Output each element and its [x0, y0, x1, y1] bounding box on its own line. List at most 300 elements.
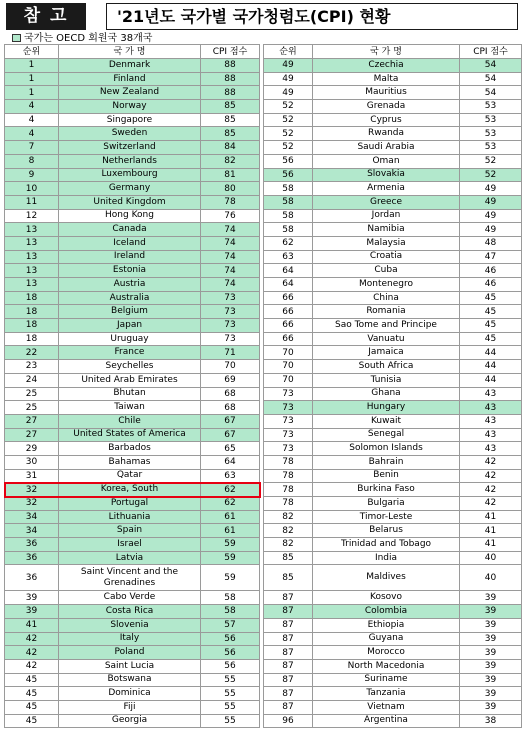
rank-cell: 64: [264, 278, 313, 292]
score-cell: 82: [201, 154, 260, 168]
table-row: [5, 264, 260, 278]
score-cell: 73: [201, 291, 260, 305]
table-row: [5, 414, 260, 428]
cpi-table-right: [263, 44, 522, 728]
table-row: [264, 455, 522, 469]
table-row: [264, 278, 522, 292]
table-row: [264, 387, 522, 401]
score-cell: 45: [460, 319, 522, 333]
score-cell: 53: [460, 100, 522, 114]
score-cell: 88: [201, 86, 260, 100]
rank-cell: 7: [5, 141, 59, 155]
rank-cell: 70: [264, 360, 313, 374]
rank-cell: 87: [264, 591, 313, 605]
table-row: [264, 250, 522, 264]
score-cell: 61: [201, 510, 260, 524]
reference-badge: 참 고: [6, 3, 86, 30]
table-row: [5, 497, 260, 511]
country-cell: Estonia: [59, 264, 201, 278]
score-cell: 56: [201, 646, 260, 660]
rank-cell: 58: [264, 209, 313, 223]
country-cell: Canada: [59, 223, 201, 237]
score-cell: 62: [201, 483, 260, 497]
country-cell: Suriname: [313, 673, 460, 687]
rank-cell: 13: [5, 264, 59, 278]
score-cell: 54: [460, 59, 522, 73]
rank-cell: 42: [5, 632, 59, 646]
score-cell: 58: [201, 605, 260, 619]
rank-cell: 8: [5, 154, 59, 168]
rank-cell: 87: [264, 618, 313, 632]
country-cell: Czechia: [313, 59, 460, 73]
score-cell: 71: [201, 346, 260, 360]
rank-cell: 52: [264, 113, 313, 127]
rank-cell: 87: [264, 700, 313, 714]
score-cell: 58: [201, 591, 260, 605]
rank-cell: 18: [5, 319, 59, 333]
score-cell: 68: [201, 401, 260, 415]
table-row: [264, 86, 522, 100]
score-cell: 47: [460, 250, 522, 264]
table-row: [5, 141, 260, 155]
country-cell: Italy: [59, 632, 201, 646]
score-cell: 45: [460, 291, 522, 305]
country-cell: Cuba: [313, 264, 460, 278]
score-cell: 43: [460, 401, 522, 415]
table-row: [5, 72, 260, 86]
rank-cell: 66: [264, 319, 313, 333]
country-cell: Belgium: [59, 305, 201, 319]
country-cell: Timor-Leste: [313, 510, 460, 524]
table-row: [5, 332, 260, 346]
table-row: [264, 127, 522, 141]
table-row: [264, 646, 522, 660]
country-cell: Hong Kong: [59, 209, 201, 223]
table-row: [264, 100, 522, 114]
score-cell: 53: [460, 141, 522, 155]
table-row: [5, 591, 260, 605]
table-row: [264, 551, 522, 565]
table-row: [5, 659, 260, 673]
rank-cell: 22: [5, 346, 59, 360]
country-cell: India: [313, 551, 460, 565]
table-row: [264, 700, 522, 714]
table-row: [264, 113, 522, 127]
country-cell: Barbados: [59, 442, 201, 456]
country-cell: Jamaica: [313, 346, 460, 360]
score-cell: 78: [201, 195, 260, 209]
rank-cell: 29: [5, 442, 59, 456]
rank-cell: 73: [264, 401, 313, 415]
rank-cell: 96: [264, 714, 313, 728]
country-cell: China: [313, 291, 460, 305]
rank-cell: 36: [5, 565, 59, 591]
rank-cell: 25: [5, 387, 59, 401]
country-cell: Kuwait: [313, 414, 460, 428]
table-header-row: [5, 45, 260, 59]
page-title: '21년도 국가별 국가청렴도(CPI) 현황: [106, 3, 518, 30]
table-row: [264, 291, 522, 305]
score-cell: 74: [201, 236, 260, 250]
country-cell: Poland: [59, 646, 201, 660]
score-cell: 48: [460, 236, 522, 250]
score-cell: 55: [201, 714, 260, 728]
rank-cell: 63: [264, 250, 313, 264]
table-row: [5, 524, 260, 538]
score-cell: 46: [460, 264, 522, 278]
table-row: [5, 565, 260, 591]
score-cell: 85: [201, 113, 260, 127]
score-cell: 41: [460, 524, 522, 538]
table-row: [264, 524, 522, 538]
rank-cell: 58: [264, 195, 313, 209]
score-cell: 70: [201, 360, 260, 374]
score-cell: 49: [460, 182, 522, 196]
score-cell: 44: [460, 346, 522, 360]
score-cell: 41: [460, 510, 522, 524]
country-cell: Guyana: [313, 632, 460, 646]
rank-cell: 23: [5, 360, 59, 374]
rank-cell: 49: [264, 59, 313, 73]
score-cell: 39: [460, 659, 522, 673]
score-cell: 41: [460, 538, 522, 552]
table-row: [264, 469, 522, 483]
score-cell: 59: [201, 565, 260, 591]
score-cell: 54: [460, 86, 522, 100]
table-row: [264, 401, 522, 415]
country-cell: Senegal: [313, 428, 460, 442]
country-cell: Romania: [313, 305, 460, 319]
score-cell: 59: [201, 538, 260, 552]
country-cell: Jordan: [313, 209, 460, 223]
table-row: [5, 236, 260, 250]
rank-cell: 56: [264, 154, 313, 168]
table-row: [5, 442, 260, 456]
table-row: [5, 291, 260, 305]
rank-cell: 9: [5, 168, 59, 182]
country-cell: Solomon Islands: [313, 442, 460, 456]
country-cell: Latvia: [59, 551, 201, 565]
country-cell: Bhutan: [59, 387, 201, 401]
score-cell: 40: [460, 551, 522, 565]
country-cell: Mauritius: [313, 86, 460, 100]
score-cell: 73: [201, 332, 260, 346]
country-cell: Chile: [59, 414, 201, 428]
rank-cell: 73: [264, 442, 313, 456]
score-cell: 39: [460, 605, 522, 619]
score-cell: 76: [201, 209, 260, 223]
table-row: [5, 387, 260, 401]
score-cell: 39: [460, 632, 522, 646]
rank-cell: 58: [264, 223, 313, 237]
rank-cell: 85: [264, 565, 313, 591]
header-score: CPI 점수: [201, 45, 260, 59]
table-row: [5, 86, 260, 100]
score-cell: 43: [460, 414, 522, 428]
country-cell: Iceland: [59, 236, 201, 250]
rank-cell: 4: [5, 127, 59, 141]
rank-cell: 42: [5, 659, 59, 673]
country-cell: Seychelles: [59, 360, 201, 374]
table-row: [5, 401, 260, 415]
rank-cell: 1: [5, 86, 59, 100]
country-cell: Vietnam: [313, 700, 460, 714]
table-row: [264, 714, 522, 728]
country-cell: Cabo Verde: [59, 591, 201, 605]
rank-cell: 34: [5, 524, 59, 538]
score-cell: 39: [460, 673, 522, 687]
table-row: [5, 714, 260, 728]
country-cell: Netherlands: [59, 154, 201, 168]
table-row: [264, 510, 522, 524]
country-cell: Grenada: [313, 100, 460, 114]
country-cell: Fiji: [59, 700, 201, 714]
table-row: [264, 346, 522, 360]
rank-cell: 78: [264, 469, 313, 483]
rank-cell: 64: [264, 264, 313, 278]
rank-cell: 45: [5, 714, 59, 728]
rank-cell: 82: [264, 510, 313, 524]
rank-cell: 87: [264, 605, 313, 619]
country-cell: Greece: [313, 195, 460, 209]
legend-text: 국가는 OECD 회원국 38개국: [24, 33, 153, 44]
table-row: [5, 209, 260, 223]
table-row: [264, 154, 522, 168]
score-cell: 56: [201, 659, 260, 673]
score-cell: 74: [201, 223, 260, 237]
rank-cell: 70: [264, 373, 313, 387]
table-row: [264, 236, 522, 250]
country-cell: Japan: [59, 319, 201, 333]
country-cell: Israel: [59, 538, 201, 552]
score-cell: 39: [460, 687, 522, 701]
rank-cell: 78: [264, 455, 313, 469]
rank-cell: 13: [5, 278, 59, 292]
rank-cell: 32: [5, 483, 59, 497]
country-cell: Denmark: [59, 59, 201, 73]
score-cell: 53: [460, 113, 522, 127]
rank-cell: 52: [264, 127, 313, 141]
rank-cell: 85: [264, 551, 313, 565]
country-cell: Luxembourg: [59, 168, 201, 182]
table-row: [5, 113, 260, 127]
table-row: [264, 305, 522, 319]
table-row: [264, 195, 522, 209]
score-cell: 74: [201, 278, 260, 292]
rank-cell: 42: [5, 646, 59, 660]
table-row: [264, 618, 522, 632]
country-cell: Tanzania: [313, 687, 460, 701]
score-cell: 38: [460, 714, 522, 728]
table-row: [264, 605, 522, 619]
country-cell: Maldives: [313, 565, 460, 591]
table-row: [5, 154, 260, 168]
table-row: [5, 538, 260, 552]
country-cell: Malta: [313, 72, 460, 86]
country-cell: Rwanda: [313, 127, 460, 141]
country-cell: Finland: [59, 72, 201, 86]
table-row: [264, 72, 522, 86]
rank-cell: 10: [5, 182, 59, 196]
legend: [12, 33, 152, 44]
score-cell: 61: [201, 524, 260, 538]
rank-cell: 66: [264, 291, 313, 305]
country-cell: United States of America: [59, 428, 201, 442]
score-cell: 59: [201, 551, 260, 565]
table-row: [264, 319, 522, 333]
score-cell: 88: [201, 72, 260, 86]
table-row: [5, 632, 260, 646]
score-cell: 40: [460, 565, 522, 591]
rank-cell: 49: [264, 72, 313, 86]
table-row: [5, 223, 260, 237]
rank-cell: 73: [264, 414, 313, 428]
country-cell: Hungary: [313, 401, 460, 415]
table-row: [264, 373, 522, 387]
score-cell: 55: [201, 673, 260, 687]
score-cell: 74: [201, 250, 260, 264]
table-row: [264, 59, 522, 73]
table-row: [5, 483, 260, 497]
table-row: [5, 182, 260, 196]
country-cell: Burkina Faso: [313, 483, 460, 497]
country-cell: Croatia: [313, 250, 460, 264]
country-cell: Korea, South: [59, 483, 201, 497]
score-cell: 69: [201, 373, 260, 387]
score-cell: 49: [460, 195, 522, 209]
rank-cell: 12: [5, 209, 59, 223]
table-row: [5, 469, 260, 483]
score-cell: 73: [201, 305, 260, 319]
score-cell: 88: [201, 59, 260, 73]
table-row: [5, 510, 260, 524]
rank-cell: 36: [5, 538, 59, 552]
table-row: [264, 428, 522, 442]
rank-cell: 82: [264, 524, 313, 538]
table-row: [264, 264, 522, 278]
rank-cell: 32: [5, 497, 59, 511]
rank-cell: 45: [5, 687, 59, 701]
score-cell: 39: [460, 618, 522, 632]
table-row: [5, 59, 260, 73]
score-cell: 45: [460, 332, 522, 346]
table-row: [264, 442, 522, 456]
rank-cell: 11: [5, 195, 59, 209]
table-row: [264, 632, 522, 646]
country-cell: Ireland: [59, 250, 201, 264]
table-row: [264, 591, 522, 605]
table-row: [5, 373, 260, 387]
country-cell: United Arab Emirates: [59, 373, 201, 387]
country-cell: Lithuania: [59, 510, 201, 524]
country-cell: Georgia: [59, 714, 201, 728]
country-cell: Saudi Arabia: [313, 141, 460, 155]
rank-cell: 18: [5, 332, 59, 346]
table-row: [264, 360, 522, 374]
table-row: [264, 659, 522, 673]
table-row: [5, 551, 260, 565]
country-cell: Spain: [59, 524, 201, 538]
country-cell: Saint Lucia: [59, 659, 201, 673]
header: [0, 0, 525, 36]
rank-cell: 31: [5, 469, 59, 483]
score-cell: 55: [201, 687, 260, 701]
country-cell: North Macedonia: [313, 659, 460, 673]
country-cell: Bahrain: [313, 455, 460, 469]
country-cell: Botswana: [59, 673, 201, 687]
country-cell: Argentina: [313, 714, 460, 728]
table-row: [5, 618, 260, 632]
country-cell: Austria: [59, 278, 201, 292]
table-row: [5, 455, 260, 469]
country-cell: Switzerland: [59, 141, 201, 155]
header-score: CPI 점수: [460, 45, 522, 59]
score-cell: 84: [201, 141, 260, 155]
table-row: [264, 182, 522, 196]
rank-cell: 13: [5, 250, 59, 264]
score-cell: 81: [201, 168, 260, 182]
score-cell: 67: [201, 414, 260, 428]
oecd-color-swatch: [12, 34, 21, 42]
table-row: [5, 700, 260, 714]
header-rank: 순위: [264, 45, 313, 59]
table-row: [5, 305, 260, 319]
rank-cell: 87: [264, 632, 313, 646]
score-cell: 42: [460, 455, 522, 469]
country-cell: United Kingdom: [59, 195, 201, 209]
score-cell: 74: [201, 264, 260, 278]
rank-cell: 24: [5, 373, 59, 387]
rank-cell: 27: [5, 414, 59, 428]
table-row: [5, 127, 260, 141]
score-cell: 44: [460, 373, 522, 387]
score-cell: 80: [201, 182, 260, 196]
table-row: [264, 414, 522, 428]
table-row: [5, 319, 260, 333]
table-row: [5, 673, 260, 687]
rank-cell: 87: [264, 687, 313, 701]
rank-cell: 36: [5, 551, 59, 565]
rank-cell: 49: [264, 86, 313, 100]
score-cell: 54: [460, 72, 522, 86]
rank-cell: 4: [5, 100, 59, 114]
table-row: [264, 673, 522, 687]
header-country: 국 가 명: [59, 45, 201, 59]
table-row: [264, 687, 522, 701]
rank-cell: 62: [264, 236, 313, 250]
country-cell: Colombia: [313, 605, 460, 619]
score-cell: 43: [460, 442, 522, 456]
score-cell: 45: [460, 305, 522, 319]
country-cell: Slovakia: [313, 168, 460, 182]
table-row: [5, 100, 260, 114]
score-cell: 42: [460, 469, 522, 483]
score-cell: 56: [201, 632, 260, 646]
country-cell: Montenegro: [313, 278, 460, 292]
country-cell: Singapore: [59, 113, 201, 127]
table-row: [5, 168, 260, 182]
score-cell: 49: [460, 209, 522, 223]
table-row: [5, 687, 260, 701]
rank-cell: 73: [264, 428, 313, 442]
country-cell: Dominica: [59, 687, 201, 701]
country-cell: Ethiopia: [313, 618, 460, 632]
table-row: [264, 332, 522, 346]
country-cell: Namibia: [313, 223, 460, 237]
rank-cell: 52: [264, 100, 313, 114]
rank-cell: 39: [5, 591, 59, 605]
score-cell: 62: [201, 497, 260, 511]
